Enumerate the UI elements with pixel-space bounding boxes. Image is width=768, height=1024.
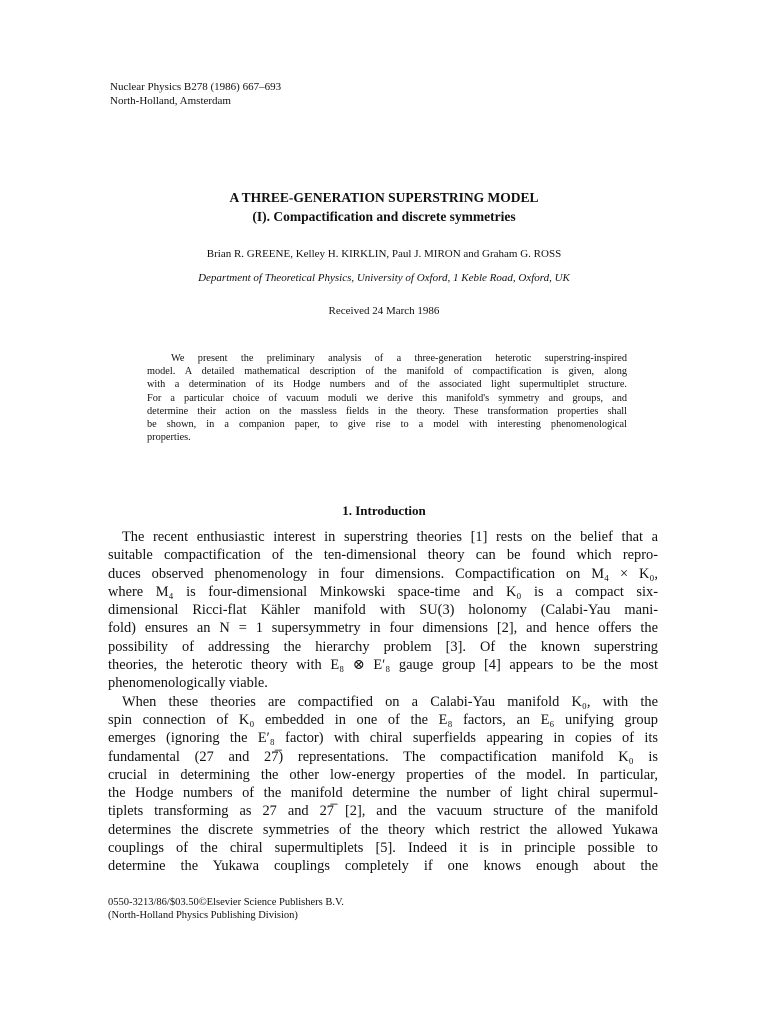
abstract-line: determine their action on the massless fields in the theory. These transformation properties shall <box>147 405 627 417</box>
publisher-line: North-Holland, Amsterdam <box>110 95 231 107</box>
body-line: emerges (ignoring the E′₈ factor) with chiral superfields appearing in copies of its <box>108 730 658 747</box>
division-line: (North-Holland Physics Publishing Division) <box>108 910 298 921</box>
body-text <box>108 528 658 876</box>
body-line: determine the Yukawa couplings completely if one knows enough about the <box>108 858 658 875</box>
author-list: Brian R. GREENE, Kelley H. KIRKLIN, Paul J. MIRON and Graham G. ROSS <box>206 248 562 260</box>
body-line: dimensional Ricci-flat Kähler manifold with SU(3) holonomy (Calabi-Yau mani- <box>108 602 658 619</box>
body-line: spin connection of K₀ embedded in one of the E₈ factors, an E₆ unifying group <box>108 711 658 728</box>
body-line: fundamental (27 and 27̅) representations. The compactification manifold K₀ is <box>108 748 658 765</box>
body-line: the Hodge numbers of the manifold determine the number of light chiral supermul- <box>108 785 658 802</box>
copyright-footer <box>108 896 344 922</box>
abstract-line: properties. <box>147 432 191 444</box>
body-line: couplings of the chiral supermultiplets [5]. Indeed it is in principle possible to <box>108 840 658 857</box>
body-line: The recent enthusiastic interest in superstring theories [1] rests on the belief that a <box>122 529 658 545</box>
title-line-1: A THREE-GENERATION SUPERSTRING MODEL <box>229 190 539 205</box>
body-line: determines the discrete symmetries of the theory which restrict the allowed Yukawa <box>108 821 658 838</box>
body-line: suitable compactification of the ten-dimensional theory can be found which repro- <box>108 547 658 564</box>
body-line: fold) ensures an N = 1 supersymmetry in four dimensions [2], and hence offers the <box>108 620 658 637</box>
paper-title <box>0 188 768 226</box>
section-heading: 1. Introduction <box>342 503 426 518</box>
body-line: phenomenologically viable. <box>108 675 268 692</box>
title-line-2: (I). Compactification and discrete symmetries <box>252 209 516 224</box>
body-line: where M₄ is four-dimensional Minkowski space-time and K₀ is a compact six- <box>108 583 658 600</box>
copyright-line: 0550-3213/86/$03.50©Elsevier Science Publishers B.V. <box>108 897 344 908</box>
abstract-line: For a particular choice of vacuum moduli we derive this manifold's symmetry and groups, and <box>147 392 627 404</box>
journal-line: Nuclear Physics B278 (1986) 667–693 <box>110 81 282 93</box>
abstract-line: be shown, in a companion paper, to give rise to a model with interesting phenomenological <box>147 419 627 431</box>
affiliation: Department of Theoretical Physics, University of Oxford, 1 Keble Road, Oxford, UK <box>198 272 570 284</box>
body-line: duces observed phenomenology in four dimensions. Compactification on M₄ × K₀, <box>108 565 658 582</box>
body-line: tiplets transforming as 27 and 27̅ [2], and the vacuum structure of the manifold <box>108 803 658 820</box>
body-line: theories, the heterotic theory with E₈ ⊗ E′₈ gauge group [4] appears to be the most <box>108 657 658 674</box>
body-line: When these theories are compactified on a Calabi-Yau manifold K₀, with the <box>122 693 658 710</box>
body-line: crucial in determining the other low-energy properties of the model. In particular, <box>108 766 658 783</box>
abstract <box>147 352 627 444</box>
body-line: possibility of addressing the hierarchy problem [3]. Of the known superstring <box>108 638 658 655</box>
abstract-line: We present the preliminary analysis of a three-generation heterotic superstring-inspired <box>171 353 627 364</box>
received-date: Received 24 March 1986 <box>328 305 440 317</box>
abstract-line: with a determination of its Hodge numbers and of the associated light supermultiplet structure. <box>147 379 627 391</box>
abstract-line: model. A detailed mathematical description of the manifold of compactification is given, along <box>147 366 627 378</box>
journal-citation <box>110 80 281 108</box>
